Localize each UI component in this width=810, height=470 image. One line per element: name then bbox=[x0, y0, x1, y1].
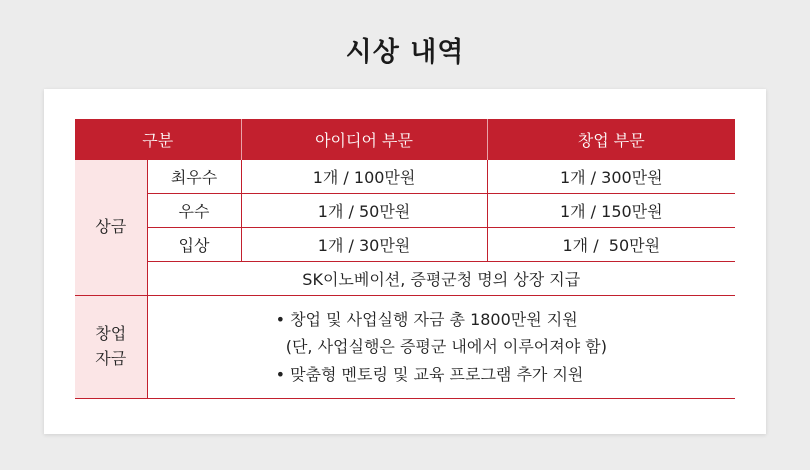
table-row bbox=[75, 194, 735, 228]
header-category: 구분 bbox=[75, 119, 241, 160]
prize-group-label: 상금 bbox=[75, 160, 147, 296]
list-item: (단, 사업실행은 증평군 내에서 이루어져야 함) bbox=[275, 337, 607, 357]
rank-cell: 입상 bbox=[147, 228, 241, 262]
idea-prize-cell: 1개 / 50만원 bbox=[241, 194, 487, 228]
table-row bbox=[75, 160, 735, 194]
idea-prize-cell: 1개 / 100만원 bbox=[241, 160, 487, 194]
prize-table bbox=[75, 119, 735, 399]
startup-prize-cell: 1개 / 150만원 bbox=[487, 194, 735, 228]
rank-cell: 우수 bbox=[147, 194, 241, 228]
funding-details bbox=[147, 296, 735, 399]
funding-group-label-line2: 자금 bbox=[95, 349, 127, 368]
list-item: • 맞춤형 멘토링 및 교육 프로그램 추가 지원 bbox=[275, 364, 584, 384]
award-note: SK이노베이션, 증평군청 명의 상장 지급 bbox=[147, 262, 735, 296]
table-row bbox=[75, 262, 735, 296]
funding-list bbox=[276, 306, 607, 388]
funding-group-label bbox=[75, 296, 147, 399]
startup-prize-cell: 1개 / 300만원 bbox=[487, 160, 735, 194]
header-idea-division: 아이디어 부문 bbox=[241, 119, 487, 160]
rank-cell: 최우수 bbox=[147, 160, 241, 194]
funding-group-label-line1: 창업 bbox=[95, 324, 127, 344]
page-title: 시상 내역 bbox=[345, 37, 465, 68]
content-card bbox=[44, 89, 766, 434]
header-startup-division: 창업 부문 bbox=[487, 119, 735, 160]
idea-prize-cell: 1개 / 30만원 bbox=[241, 228, 487, 262]
table-row bbox=[75, 228, 735, 262]
list-item: • 창업 및 사업실행 자금 총 1800만원 지원 bbox=[275, 310, 578, 330]
table-row bbox=[75, 296, 735, 399]
table-header-row bbox=[75, 119, 735, 160]
startup-prize-cell: 1개 / 50만원 bbox=[487, 228, 735, 262]
